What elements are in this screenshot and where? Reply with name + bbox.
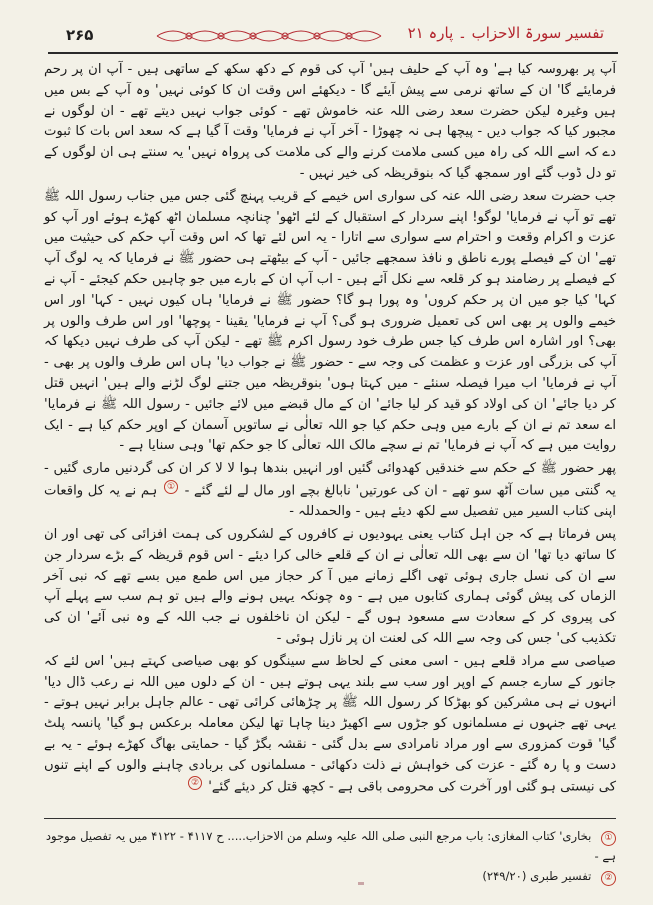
page-header: [48, 18, 618, 54]
header-rule: [48, 52, 618, 54]
paragraph: [44, 459, 616, 523]
paragraph-text: پھر حضور ﷺ کے حکم سے خندقیں کھدوائی گئیں اور انہیں بندھا ہوا لا لا کر ان کی گردنیں ماری گئیں - یہ گنتی میں سات آٹھ سو تھے - ان کی عورتیں' نابالغ بچے اور مال لے لئے گئے -: [44, 461, 616, 499]
paragraph-tail: ہم نے یہ کل واقعات اپنی کتاب السیر میں تفصیل سے لکھ دیئے ہیں - والحمدللہ -: [44, 483, 616, 520]
paragraph: جب حضرت سعد رضی اللہ عنہ کی سواری اس خیمے کے قریب پہنچ گئی جس میں جناب رسول اللہ ﷺ تھے تو آپ نے فرمایا' لوگو! اپنے سردار کے استقبال کے لئے اٹھو' چنانچہ مسلمان اٹھ کھڑے ہوئے اور آپ کو عزت و اکرام وقعت و احترام سے سواری سے اتارا - یہ اس لئے تھا کہ اس وقت آپ حکم کی حیثیت میں تھے' ان کے فیصلے پورے ناطق و نافذ سمجھے جائیں - آپ کے بیٹھتے ہی حضور ﷺ نے فرمایا کہ یہ لوگ آپ کے فیصلے پر رضامند ہو کر قلعہ سے نکل آئے ہیں - اب آپ ان کے بارے میں جو چاہیں حکم کیجئے - آپ نے کہا' کیا جو میں ان پر حکم کروں' وہ پورا ہو گا؟ حضور ﷺ نے فرمایا' ہاں کیوں نہیں - کہا' اور اس خیمے والوں پر بھی اس کی تعمیل ضروری ہو گی؟ آپ نے فرمایا' یقینا - پوچھا' اور اس طرف والوں پر بھی؟ اور اشارہ اس طرف کیا جس طرف خود رسول اکرم ﷺ تھے - لیکن آپ کی طرف نہیں دیکھا کہ آپ کی بزرگی اور عزت و عظمت کی وجہ سے - حضور ﷺ نے جواب دیا' ہاں اس طرف والوں پر بھی - آپ نے فرمایا' اب میرا فیصلہ سنئے - میں کہتا ہوں' بنوقریظہ میں جتنے لوگ لڑنے والے ہیں' انہیں قتل کر دیا جائے' ان کی اولاد کو قید کر لیا جائے' ان کے مال قبضے میں لائے جائیں - رسول اللہ ﷺ نے فرمایا' اے سعد تم نے ان کے بارے میں وہی حکم کیا جو اللہ تعالٰی نے ساتویں آسمان کے اوپر حکم کیا ہے - ایک روایت میں ہے کہ آپ نے فرمایا' تم نے سچے مالک اللہ تعالٰی کا جو حکم تھا' وہی سنایا ہے -: [44, 188, 616, 454]
footnote-divider: [44, 818, 616, 819]
footnote-2: [44, 866, 616, 886]
footnote-ref-2[interactable]: ②: [188, 776, 202, 790]
footnote-ref-1[interactable]: ①: [164, 480, 178, 494]
page-number: ۲۶۵: [66, 26, 94, 44]
paragraph: آپ پر بھروسہ کیا ہے' وہ آپ کے حلیف ہیں' آپ کی قوم کے دکھ سکھ کے ساتھی ہیں - آپ ان پر رحم فرمایئے گا' ان کے ساتھ نرمی سے پیش آیئے گا - دیکھئے اس وقت ان کا کوئی نہیں' وہ آپ کے بس میں ہیں وغیرہ لیکن حضرت سعد رضی اللہ عنہ خاموش تھے - کوئی جواب نہیں دیتے تھے - ان لوگوں نے مجبور کیا کہ جواب دیں - پیچھا ہی نہ چھوڑا - آخر آپ نے فرمایا' وقت آ گیا ہے کہ سعد اس بات کا ثبوت دے کہ اسے اللہ کی راہ میں کسی ملامت کرنے والے کی ملامت کی پرواہ نہیں' یہ سنتے ہی ان لوگوں کے تو دل ڈوب گئے اور سمجھ گیا کہ بنوقریظہ کی خیر نہیں -: [44, 62, 616, 181]
floral-ornament-icon: [153, 24, 393, 48]
body-text: [44, 60, 616, 801]
paragraph-text: صیاصی سے مراد قلعے ہیں - اسی معنی کے لحاظ سے سینگوں کو بھی صیاصی کہتے ہیں' اس لئے کہ جانور کے سارے جسم کے اوپر اور سب سے بلند یہی ہوتے ہیں - ان کے دلوں میں اللہ نے رعب ڈال دیا' انہوں نے ہی مشرکین کو بھڑکا کر رسول اللہ ﷺ پر چڑھائی کرائی تھی - عالم جاہل برابر نہیں ہوتے - یہی تھے جنہوں نے مسلمانوں کو جڑوں سے اکھیڑ دینا چاہا تھا لیکن معاملہ برعکس ہو گیا' پانسہ پلٹ گیا' قوت کمزوری سے اور مراد نامرادی سے بدل گئی - نقشہ بگڑ گیا - حمایتی بھاگ کھڑے ہوئے - یہ بے دست و پا رہ گئے - عزت کی خواہش نے ذلت دکھائی - مسلمانوں کی بربادی چاہنے والوں کے اپنے تنوں کی نیستی ہو گئی اور آخرت کی محرومی باقی ہے - کچھ قتل کر دیئے گئے': [44, 653, 616, 795]
paragraph: پس فرماتا ہے کہ جن اہل کتاب یعنی یہودیوں نے کافروں کے لشکروں کی ہمت افزائی کی تھی اور ان کا ساتھ دیا تھا' ان سے بھی اللہ تعالٰی نے ان کے قلعے خالی کرا دیئے - اس قوم قریظہ کے بڑے سردار جن سے ان کی نسل جاری ہوئی تھی اگلے زمانے میں آ کر حجاز میں اس طمع میں بسے تھے کہ نبی آخر الزماں کی پیش گوئی ہماری کتابوں میں ہے - وہ چونکہ یہیں ہونے والے ہیں تو ہم سب سے پہلے آپ کی پیروی کر کے سعادت سے مسعود ہوں گے - لیکن ان ناخلفوں نے جب اللہ کے وہ نبی آئے' ان کی تکذیب کی' جس کی وجہ سے اللہ کی لعنت ان پر نازل ہوئی -: [44, 526, 616, 646]
header-title: تفسیر سورۃ الاحزاب ۔ پارہ ۲۱: [407, 24, 604, 42]
paragraph: [44, 652, 616, 799]
footnote-number: ②: [601, 871, 616, 886]
footnotes: [44, 826, 616, 886]
footnote-text: بخاری' کتاب المغازی: باب مرجع النبی صلی اللہ علیہ وسلم من الاحزاب..... ح ۴۱۱۷ - ۴۱۲۲ میں یہ تفصیل موجود ہے -: [45, 829, 616, 863]
print-mark: [358, 882, 364, 885]
footnote-text: تفسیر طبری (۲۴۹/۲۰): [482, 869, 592, 883]
footnote-number: ①: [601, 831, 616, 846]
footnote-1: [44, 826, 616, 866]
